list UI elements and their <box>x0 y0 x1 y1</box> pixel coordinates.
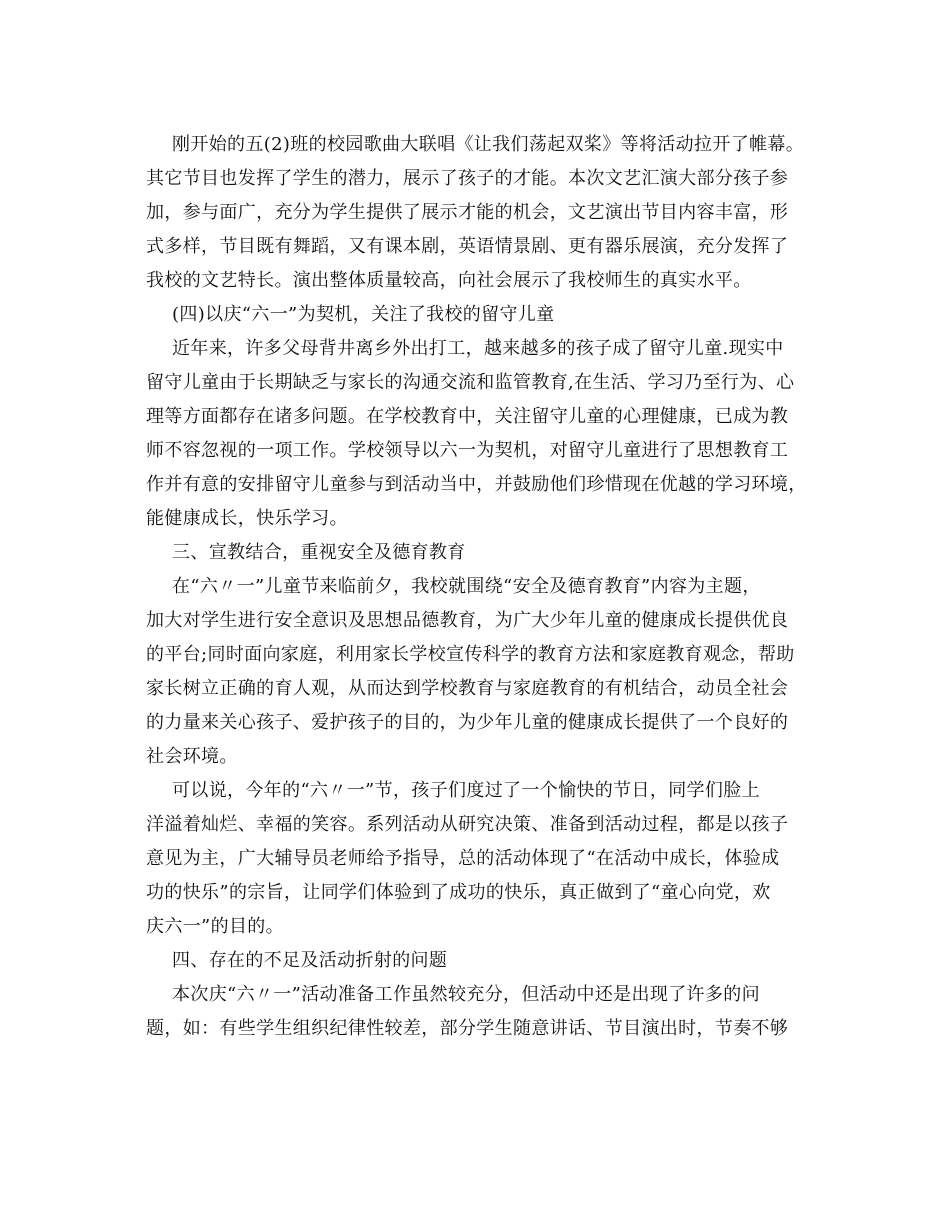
paragraph-line: 近年来，许多父母背井离乡外出打工，越来越多的孩子成了留守儿童.现实中 <box>172 338 784 359</box>
paragraph-line: 加，参与面广，充分为学生提供了展示才能的机会，文艺演出节目内容丰富，形 <box>146 202 789 223</box>
paragraph-line: 意见为主，广大辅导员老师给予指导，总的活动体现了“在活动中成长，体验成 <box>146 848 780 869</box>
paragraph-line: 刚开始的五(2)班的校园歌曲大联唱《让我们荡起双桨》等将活动拉开了帷幕。 <box>172 134 805 155</box>
paragraph-line: 的平台;同时面向家庭，利用家长学校宣传科学的教育方法和家庭教育观念，帮助 <box>146 644 795 665</box>
paragraph-line: 作并有意的安排留守儿童参与到活动当中，并鼓励他们珍惜现在优越的学习环境， <box>146 474 807 495</box>
paragraph-line: 功的快乐”的宗旨，让同学们体验到了成功的快乐，真正做到了“童心向党，欢 <box>146 882 771 903</box>
paragraph-line: 可以说，今年的“六〃一”节，孩子们度过了一个愉快的节日，同学们脸上 <box>172 780 760 801</box>
paragraph-line: 本次庆“六〃一”活动准备工作虽然较充分，但活动中还是出现了许多的问 <box>172 984 760 1005</box>
paragraph-line: 庆六一”的目的。 <box>146 916 285 937</box>
paragraph-line: 加大对学生进行安全意识及思想品德教育，为广大少年儿童的健康成长提供优良 <box>146 610 789 631</box>
paragraph-line: 式多样，节目既有舞蹈，又有课本剧，英语情景剧、更有器乐展演，充分发挥了 <box>146 236 789 257</box>
paragraph-line: 能健康成长，快乐学习。 <box>146 508 348 529</box>
section-heading: (四)以庆“六一”为契机，关注了我校的留守儿童 <box>172 304 555 325</box>
paragraph-line: 题，如：有些学生组织纪律性较差，部分学生随意讲话、节目演出时，节奏不够 <box>146 1018 789 1039</box>
paragraph-line: 在“六〃一”儿童节来临前夕，我校就围绕“安全及德育教育”内容为主题， <box>172 576 761 597</box>
paragraph-line: 其它节目也发挥了学生的潜力，展示了孩子的才能。本次文艺汇演大部分孩子参 <box>146 168 789 189</box>
paragraph-line: 师不容忽视的一项工作。学校领导以六一为契机，对留守儿童进行了思想教育工 <box>146 440 789 461</box>
document-body <box>146 128 836 1046</box>
paragraph-line: 社会环境。 <box>146 746 238 767</box>
paragraph-line: 洋溢着灿烂、幸福的笑容。系列活动从研究决策、准备到活动过程，都是以孩子 <box>146 814 789 835</box>
paragraph-line: 理等方面都存在诸多问题。在学校教育中，关注留守儿童的心理健康，已成为教 <box>146 406 789 427</box>
paragraph-line: 我校的文艺特长。演出整体质量较高，向社会展示了我校师生的真实水平。 <box>146 270 752 291</box>
paragraph-line: 的力量来关心孩子、爱护孩子的目的，为少年儿童的健康成长提供了一个良好的 <box>146 712 789 733</box>
paragraph-line: 留守儿童由于长期缺乏与家长的沟通交流和监管教育,在生活、学习乃至行为、心 <box>146 372 795 393</box>
paragraph-line: 家长树立正确的育人观，从而达到学校教育与家庭教育的有机结合，动员全社会 <box>146 678 789 699</box>
section-heading: 三、宣教结合，重视安全及德育教育 <box>172 542 466 563</box>
section-heading: 四、存在的不足及活动折射的问题 <box>172 950 448 971</box>
